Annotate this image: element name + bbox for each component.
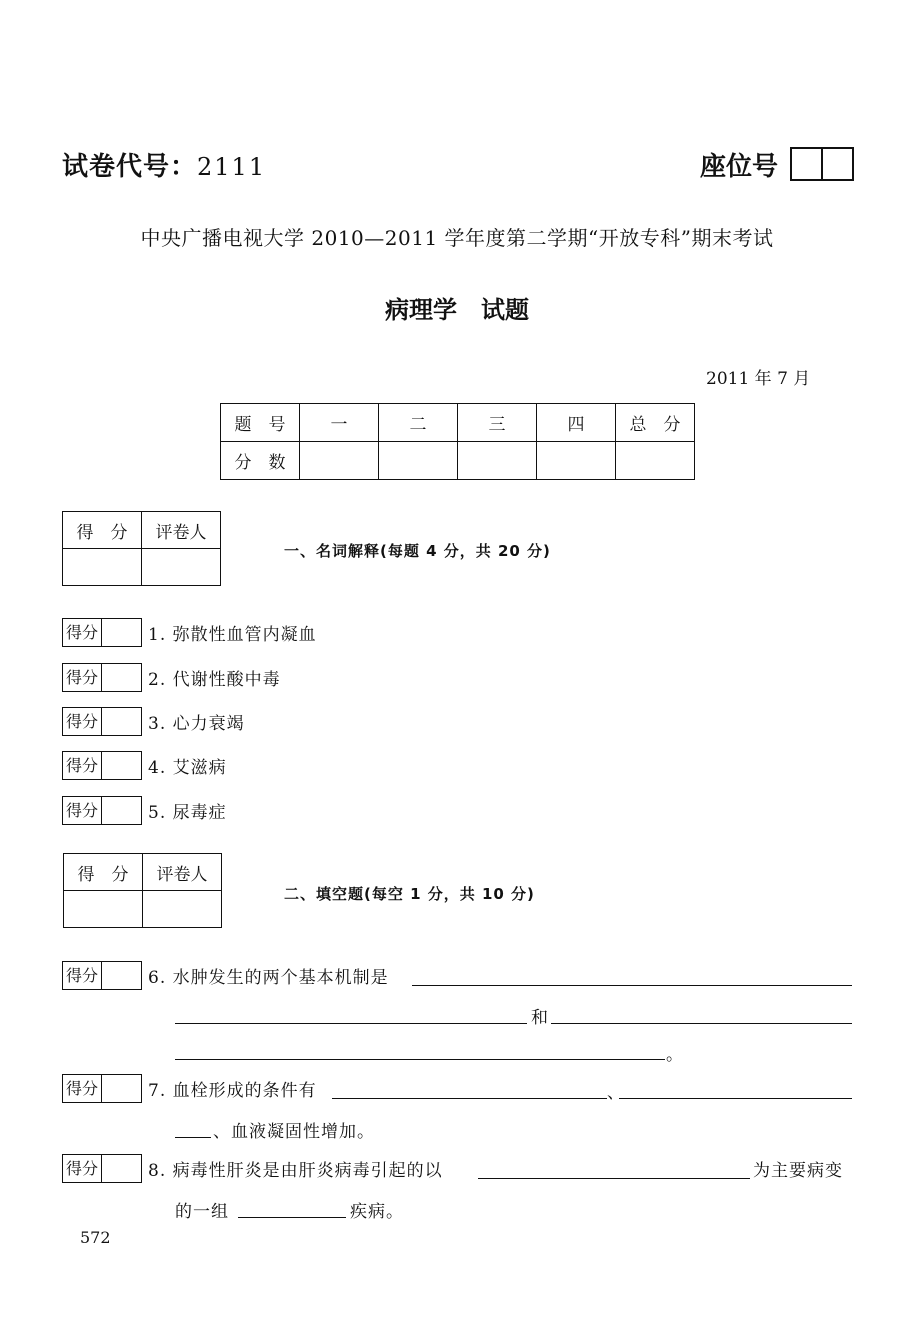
answer-blank[interactable] <box>332 1098 607 1099</box>
term-question: 2. 代谢性酸中毒 <box>148 670 281 690</box>
score-box[interactable] <box>62 796 142 825</box>
fill-question-6: 6. 水肿发生的两个基本机制是 <box>148 968 389 988</box>
grader-table-section1 <box>62 511 221 586</box>
answer-blank[interactable] <box>175 1137 211 1138</box>
score-cell[interactable] <box>616 442 695 480</box>
score-cell[interactable] <box>63 549 142 586</box>
score-box-label: 得分 <box>63 752 102 779</box>
question-7-continuation: 、血液凝固性增加。 <box>213 1122 375 1142</box>
answer-blank[interactable] <box>619 1098 852 1099</box>
score-cell[interactable] <box>379 442 458 480</box>
score-box[interactable] <box>62 751 142 780</box>
exam-header: 中央广播电视大学 2010—2011 学年度第二学期“开放专科”期末考试 <box>140 226 774 250</box>
grader-header: 评卷人 <box>142 512 221 549</box>
answer-blank[interactable] <box>238 1217 346 1218</box>
separator-text: 、 <box>607 1083 625 1103</box>
score-header: 得 分 <box>64 854 143 891</box>
header-cell: 题 号 <box>221 404 300 442</box>
score-summary-table <box>220 403 695 480</box>
page-number: 572 <box>80 1228 111 1247</box>
score-box[interactable] <box>62 1154 142 1183</box>
score-box-label: 得分 <box>63 962 102 989</box>
answer-blank[interactable] <box>551 1023 852 1024</box>
score-cell[interactable] <box>64 891 143 928</box>
answer-blank[interactable] <box>412 985 852 986</box>
seat-box[interactable] <box>792 149 821 179</box>
header-cell: 总 分 <box>616 404 695 442</box>
grader-cell[interactable] <box>143 891 222 928</box>
score-box-label: 得分 <box>63 664 102 691</box>
section-heading-2: 二、填空题(每空 1 分，共 10 分) <box>284 885 535 903</box>
answer-blank[interactable] <box>175 1023 527 1024</box>
score-box[interactable] <box>62 618 142 647</box>
header-cell: 四 <box>537 404 616 442</box>
table-row <box>221 442 695 480</box>
term-question: 4. 艾滋病 <box>148 758 227 778</box>
answer-blank[interactable] <box>478 1178 750 1179</box>
header-cell: 三 <box>458 404 537 442</box>
score-box-label: 得分 <box>63 708 102 735</box>
term-question: 3. 心力衰竭 <box>148 714 245 734</box>
row-label-cell: 分 数 <box>221 442 300 480</box>
fill-question-8: 8. 病毒性肝炎是由肝炎病毒引起的以 <box>148 1161 443 1181</box>
question-8-text: 疾病。 <box>350 1202 404 1222</box>
score-box-label: 得分 <box>63 797 102 824</box>
fill-question-7: 7. 血栓形成的条件有 <box>148 1081 317 1101</box>
paper-code <box>62 146 266 183</box>
score-box[interactable] <box>62 961 142 990</box>
score-cell[interactable] <box>537 442 616 480</box>
score-box[interactable] <box>62 663 142 692</box>
score-box-label: 得分 <box>63 1155 102 1182</box>
question-8-text: 为主要病变 <box>753 1161 843 1181</box>
seat-number-boxes[interactable] <box>790 147 854 181</box>
paper-code-label: 试卷代号： <box>62 152 198 182</box>
score-box-label: 得分 <box>63 1075 102 1102</box>
grader-cell[interactable] <box>142 549 221 586</box>
section-heading-1: 一、名词解释(每题 4 分，共 20 分) <box>284 542 551 560</box>
score-header: 得 分 <box>63 512 142 549</box>
header-cell: 一 <box>300 404 379 442</box>
term-question: 5. 尿毒症 <box>148 803 227 823</box>
table-row <box>221 404 695 442</box>
exam-title: 病理学 试题 <box>385 296 529 324</box>
question-8-text: 的一组 <box>175 1202 229 1222</box>
score-box[interactable] <box>62 1074 142 1103</box>
grader-header: 评卷人 <box>143 854 222 891</box>
seat-number-label: 座位号 <box>700 152 779 182</box>
exam-date: 2011 年 7 月 <box>706 369 811 389</box>
seat-box[interactable] <box>821 149 852 179</box>
score-cell[interactable] <box>458 442 537 480</box>
paper-code-value: 2111 <box>197 153 267 181</box>
conjunction-text: 和 <box>531 1008 549 1028</box>
score-box-label: 得分 <box>63 619 102 646</box>
score-box[interactable] <box>62 707 142 736</box>
grader-table-section2 <box>63 853 222 928</box>
sentence-end: 。 <box>666 1045 684 1065</box>
answer-blank[interactable] <box>175 1059 665 1060</box>
score-cell[interactable] <box>300 442 379 480</box>
term-question: 1. 弥散性血管内凝血 <box>148 625 317 645</box>
header-cell: 二 <box>379 404 458 442</box>
